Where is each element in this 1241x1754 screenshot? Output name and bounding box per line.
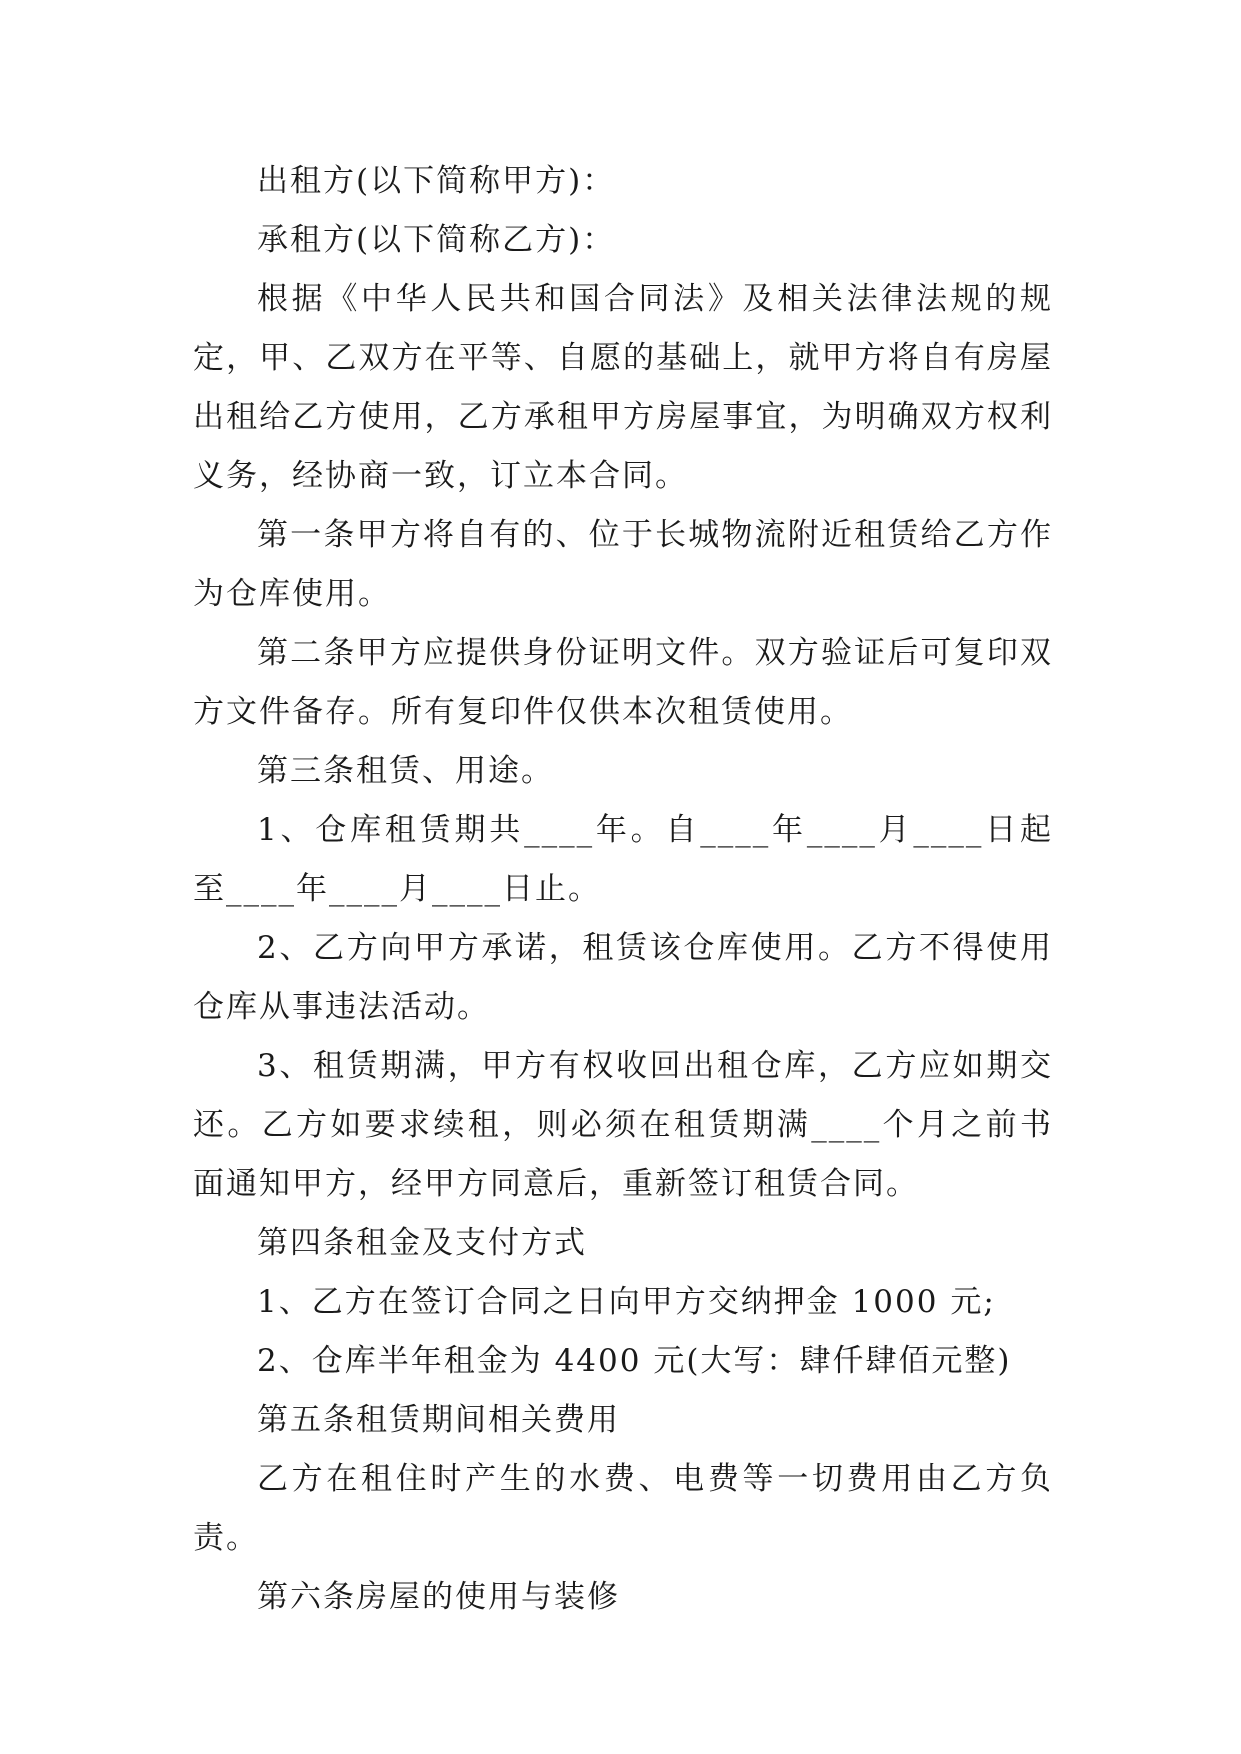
preamble-paragraph: 根据《中华人民共和国合同法》及相关法律法规的规定，甲、乙双方在平等、自愿的基础上，就甲方将自有房屋出租给乙方使用，乙方承租甲方房屋事宜，为明确双方权利义务，经协商一致，订立本合同。 [193,281,1053,494]
article-2-paragraph: 第二条甲方应提供身份证明文件。双方验证后可复印双方文件备存。所有复印件仅供本次租赁使用。 [193,635,1053,730]
lessor-line: 出租方(以下简称甲方)： [257,163,616,199]
document-body [193,152,1053,1627]
article-3-heading: 第三条租赁、用途。 [257,753,554,789]
article-1-paragraph: 第一条甲方将自有的、位于长城物流附近租赁给乙方作为仓库使用。 [193,517,1053,612]
article-3-item-1: 1、仓库租赁期共____年。自____年____月____日起至____年____月____日止。 [193,812,1053,907]
article-4-heading: 第四条租金及支付方式 [257,1225,587,1261]
article-4-item-1: 1、乙方在签订合同之日向甲方交纳押金 1000 元; [257,1284,996,1320]
article-4-item-2: 2、仓库半年租金为 4400 元(大写：肆仟肆佰元整) [257,1343,1012,1379]
lessee-line: 承租方(以下简称乙方)： [257,222,616,258]
article-3-item-3: 3、租赁期满，甲方有权收回出租仓库，乙方应如期交还。乙方如要求续租，则必须在租赁期满____个月之前书面通知甲方，经甲方同意后，重新签订租赁合同。 [193,1048,1053,1202]
article-5-body: 乙方在租住时产生的水费、电费等一切费用由乙方负责。 [193,1461,1053,1556]
article-3-item-2: 2、乙方向甲方承诺，租赁该仓库使用。乙方不得使用仓库从事违法活动。 [193,930,1053,1025]
article-5-heading: 第五条租赁期间相关费用 [257,1402,620,1438]
article-6-heading: 第六条房屋的使用与装修 [257,1579,620,1615]
